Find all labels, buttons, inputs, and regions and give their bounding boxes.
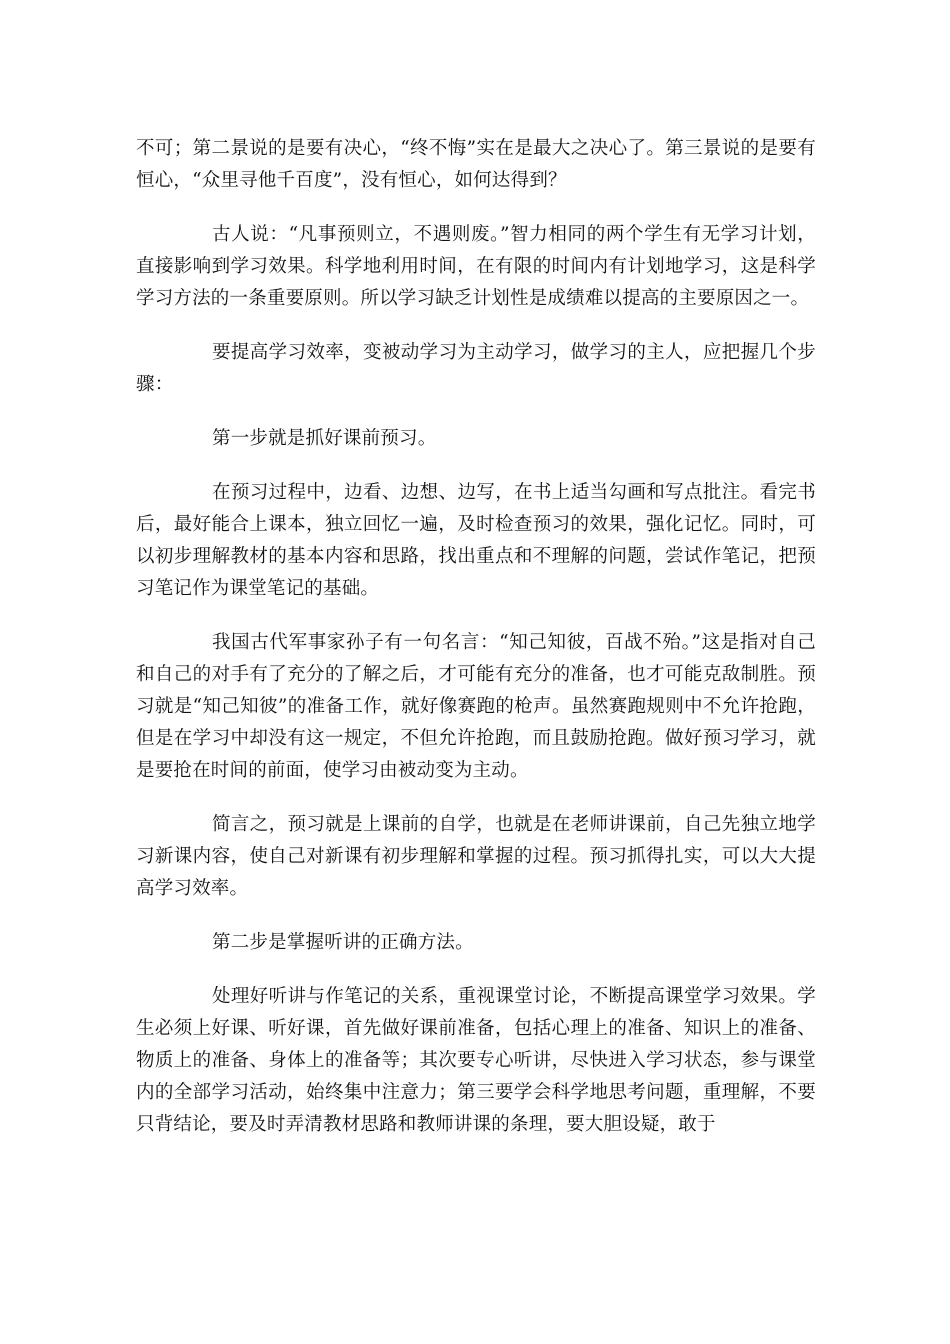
paragraph-2: 古人说：“凡事预则立，不遇则废。”智力相同的两个学生有无学习计划，直接影响到学习效果。科学地利用时间，在有限的时间内有计划地学习，这是科学学习方法的一条重要原则。所以学习缺乏计划性是成绩难以提高的主要原因之一。 [136,224,816,309]
paragraph-9: 处理好听讲与作笔记的关系，重视课堂讨论，不断提高课堂学习效果。学生必须上好课、听好课，首先做好课前准备，包括心理上的准备、知识上的准备、物质上的准备、身体上的准备等；其次要专心听讲，尽快进入学习状态，参与课堂内的全部学习活动，始终集中注意力；第三要学会科学地思考问题，重理解，不要只背结论，要及时弄清教材思路和教师讲课的条理，要大胆设疑，敢于 [136,986,816,1135]
paragraph-7: 简言之，预习就是上课前的自学，也就是在老师讲课前，自己先独立地学习新课内容，使自己对新课有初步理解和掌握的过程。预习抓得扎实，可以大大提高学习效率。 [136,814,816,899]
paragraph-4-heading-step-one: 第一步就是抓好课前预习。 [212,428,437,449]
document-page [136,133,816,1163]
paragraph-6: 我国古代军事家孙子有一句名言：“知己知彼，百战不殆。”这是指对自己和自己的对手有了充分的了解之后，才可能有充分的准备，也才可能克敌制胜。预习就是“知己知彼”的准备工作，就好像赛跑的枪声。虽然赛跑规则中不允许抢跑，但是在学习中却没有这一规定，不但允许抢跑，而且鼓励抢跑。做好预习学习，就是要抢在时间的前面，使学习由被动变为主动。 [136,632,816,781]
paragraph-8-heading-step-two: 第二步是掌握听讲的正确方法。 [212,932,474,953]
paragraph-3: 要提高学习效率，变被动学习为主动学习，做学习的主人，应把握几个步骤： [136,342,816,395]
paragraph-1: 不可；第二景说的是要有决心，“终不悔”实在是最大之决心了。第三景说的是要有恒心，“众里寻他千百度”，没有恒心，如何达得到？ [136,138,816,191]
paragraph-5: 在预习过程中，边看、边想、边写，在书上适当勾画和写点批注。看完书后，最好能合上课本，独立回忆一遍，及时检查预习的效果，强化记忆。同时，可以初步理解教材的基本内容和思路，找出重点和不理解的问题，尝试作笔记，把预习笔记作为课堂笔记的基础。 [136,482,816,599]
